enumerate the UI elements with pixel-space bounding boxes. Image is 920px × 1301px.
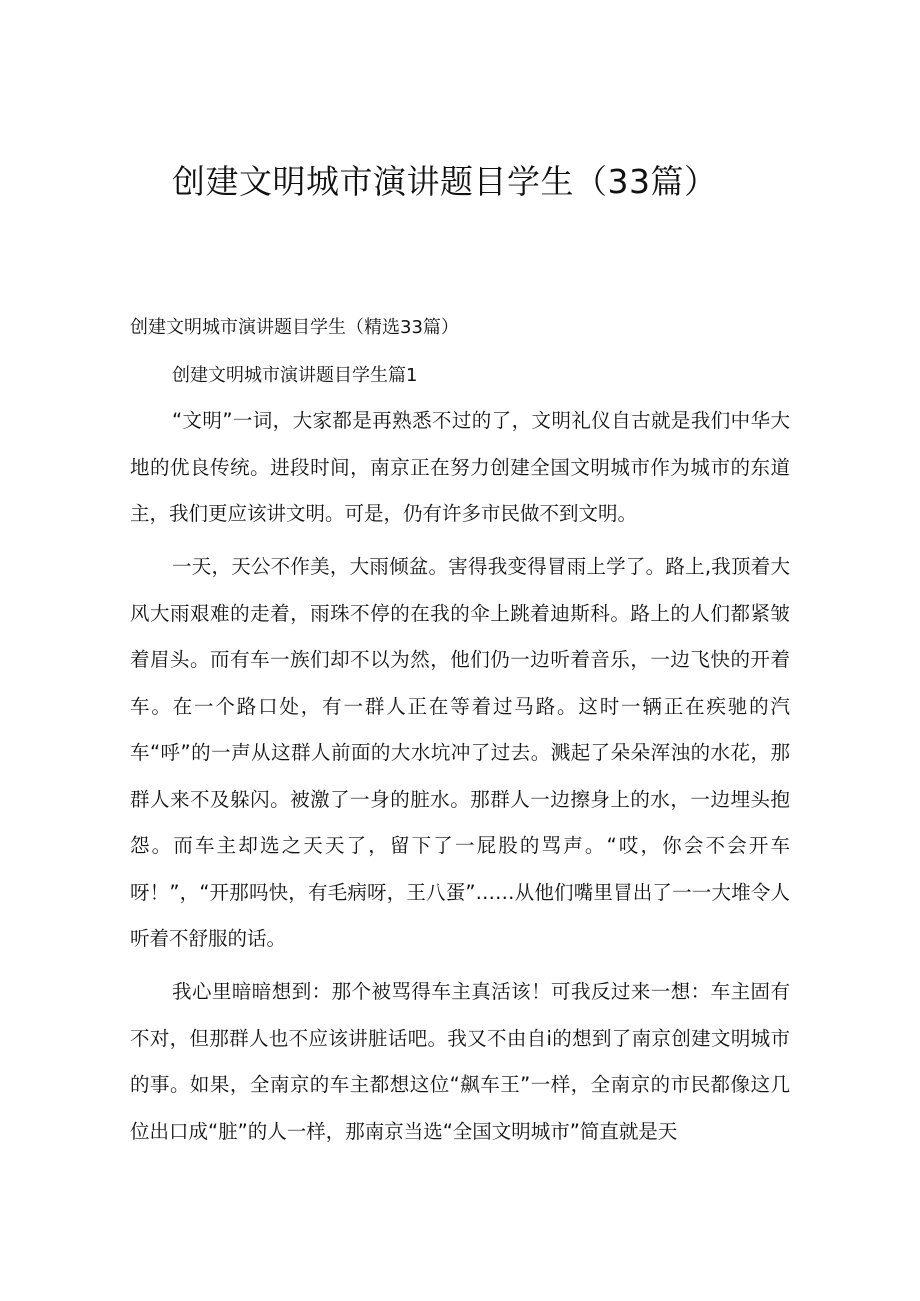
document-title: 创建文明城市演讲题目学生（33篇） <box>172 162 718 201</box>
paragraph: 我心里暗暗想到：那个被骂得车主真活该！可我反过来一想：车主固有不对，但那群人也不应该讲脏话吧。我又不由自i的想到了南京创建文明城市的事。如果，全南京的车主都想这位“飙车王”一样，全南京的市民都像这几位出口成“脏”的人一样，那南京当选“全国文明城市”简直就是天 <box>130 980 790 1143</box>
section-heading: 创建文明城市演讲题目学生篇1 <box>172 365 418 386</box>
paragraph: “文明”一词，大家都是再熟悉不过的了，文明礼仪自古就是我们中华大地的优良传统。进段时间，南京正在努力创建全国文明城市作为城市的东道主，我们更应该讲文明。可是，仍有许多市民做不到文明。 <box>130 409 790 525</box>
document-subtitle: 创建文明城市演讲题目学生（精选33篇） <box>130 317 459 338</box>
paragraph: 一天，天公不作美，大雨倾盆。害得我变得冒雨上学了。路上,我顶着大风大雨艰难的走着，雨珠不停的在我的伞上跳着迪斯科。路上的人们都紧皱着眉头。而有车一族们却不以为然，他们仍一边听着音乐，一边飞快的开着车。在一个路口处，有一群人正在等着过马路。这时一辆正在疾驰的汽车“呼”的一声从这群人前面的大水坑冲了过去。溅起了朵朵浑浊的水花，那群人来不及躲闪。被激了一身的脏水。那群人一边擦身上的水，一边埋头抱怨。而车主却选之天天了，留下了一屁股的骂声。“哎，你会不会开车呀！”，“开那吗快，有毛病呀，王八蛋”……从他们嘴里冒出了一一大堆令人听着不舒服的话。 <box>130 555 790 950</box>
